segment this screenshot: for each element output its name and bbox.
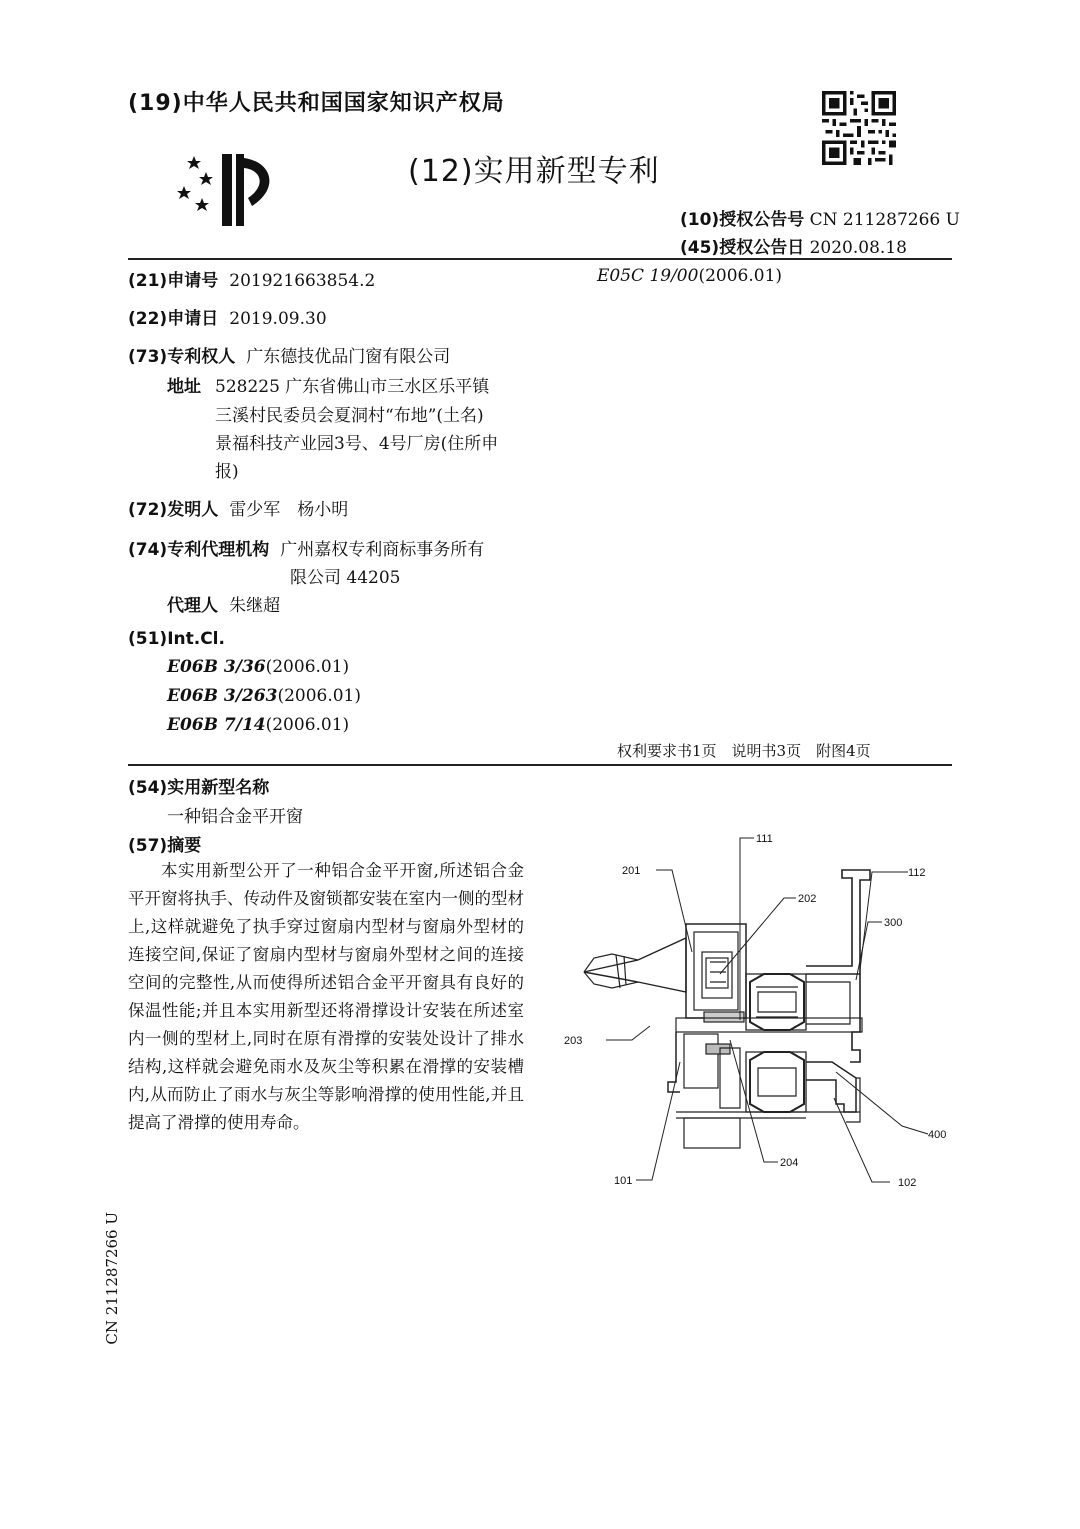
window-section-figure [560, 822, 960, 1194]
figure-label-111: 111 [756, 833, 773, 845]
abstract-text: 本实用新型公开了一种铝合金平开窗,所述铝合金平开窗将执手、传动件及窗锁都安装在室内一侧的型材上,这样就避免了执手穿过窗扇内型材与窗扇外型材的连接空间,保证了窗扇内型材与窗扇外型材之间的连接空间的完整性,从而使得所述铝合金平开窗具有良好的保温性能;并且本实用新型还将滑撑设计安装在所述室内一侧的型材上,同时在原有滑撑的安装处设计了排水结构,这样就会避免雨水及灰尘等积累在滑撑的安装槽内,从而防止了雨水与灰尘等影响滑撑的使用性能,并且提高了滑撑的使用寿命。 [128, 861, 524, 1132]
figure-label-300: 300 [884, 917, 903, 929]
pub-number: CN 211287266 U [809, 210, 960, 230]
agent-label: 代理人 [167, 596, 218, 616]
side-publication-number: CN 211287266 U [103, 1212, 121, 1345]
figure-label-112: 112 [908, 867, 926, 879]
pub-number-label: (10)授权公告号 [680, 210, 805, 230]
document-type: (12)实用新型专利 [408, 154, 660, 189]
figure-label-203: 203 [564, 1035, 583, 1047]
ipc-main-version: (2006.01) [698, 266, 783, 286]
agency-line: 广州嘉权专利商标事务所有 [280, 540, 485, 560]
ipc-main-code: E05C 19/00 [597, 266, 699, 286]
app-date: 2019.09.30 [229, 309, 327, 329]
title-label: (54)实用新型名称 [128, 778, 270, 798]
inventors: 雷少军 杨小明 [229, 500, 349, 520]
cnipa-logo-icon [176, 148, 286, 230]
agency-label: (74)专利代理机构 [128, 540, 270, 560]
figure-label-201: 201 [622, 865, 641, 877]
page-counts: 权利要求书1页 说明书3页 附图4页 [617, 742, 871, 760]
figure-label-202: 202 [798, 893, 817, 905]
qr-code-icon [822, 91, 896, 165]
figure-label-102: 102 [898, 1177, 917, 1189]
agent: 朱继超 [229, 596, 281, 616]
patentee-label: (73)专利权人 [128, 347, 236, 367]
address-label: 地址 [167, 377, 201, 397]
intcl-code: E06B 3/263 [167, 686, 278, 706]
intcl-entry [167, 686, 361, 706]
intcl-version: (2006.01) [265, 657, 350, 677]
intcl-code: E06B 7/14 [167, 715, 266, 735]
intcl-entry [167, 715, 349, 735]
figure-label-204: 204 [780, 1157, 799, 1169]
header-rule [128, 258, 952, 260]
address-line: 景福科技产业园3号、4号厂房(住所申 [215, 434, 499, 454]
pub-date: 2020.08.18 [809, 238, 907, 258]
intcl-label: (51)Int.Cl. [128, 629, 225, 649]
section-rule [128, 764, 952, 766]
intcl-entry [167, 657, 349, 677]
intcl-version: (2006.01) [277, 686, 362, 706]
office-name: (19)中华人民共和国国家知识产权局 [128, 91, 505, 116]
address-line: 三溪村民委员会夏洞村“布地”(土名) [215, 406, 484, 426]
app-number: 201921663854.2 [229, 271, 376, 291]
utility-model-title: 一种铝合金平开窗 [167, 807, 303, 827]
figure-label-400: 400 [928, 1129, 947, 1141]
patentee: 广东德技优品门窗有限公司 [246, 347, 451, 367]
intcl-code: E06B 3/36 [167, 657, 266, 677]
address-line: 528225 广东省佛山市三水区乐平镇 [215, 377, 490, 397]
app-number-label: (21)申请号 [128, 271, 219, 291]
intcl-version: (2006.01) [265, 715, 350, 735]
app-date-label: (22)申请日 [128, 309, 219, 329]
inventor-label: (72)发明人 [128, 500, 219, 520]
figure-label-101: 101 [614, 1175, 633, 1187]
address-line: 报) [215, 462, 239, 482]
abstract-label: (57)摘要 [128, 836, 202, 856]
pub-date-label: (45)授权公告日 [680, 238, 805, 258]
agency-line: 限公司 44205 [290, 568, 401, 588]
